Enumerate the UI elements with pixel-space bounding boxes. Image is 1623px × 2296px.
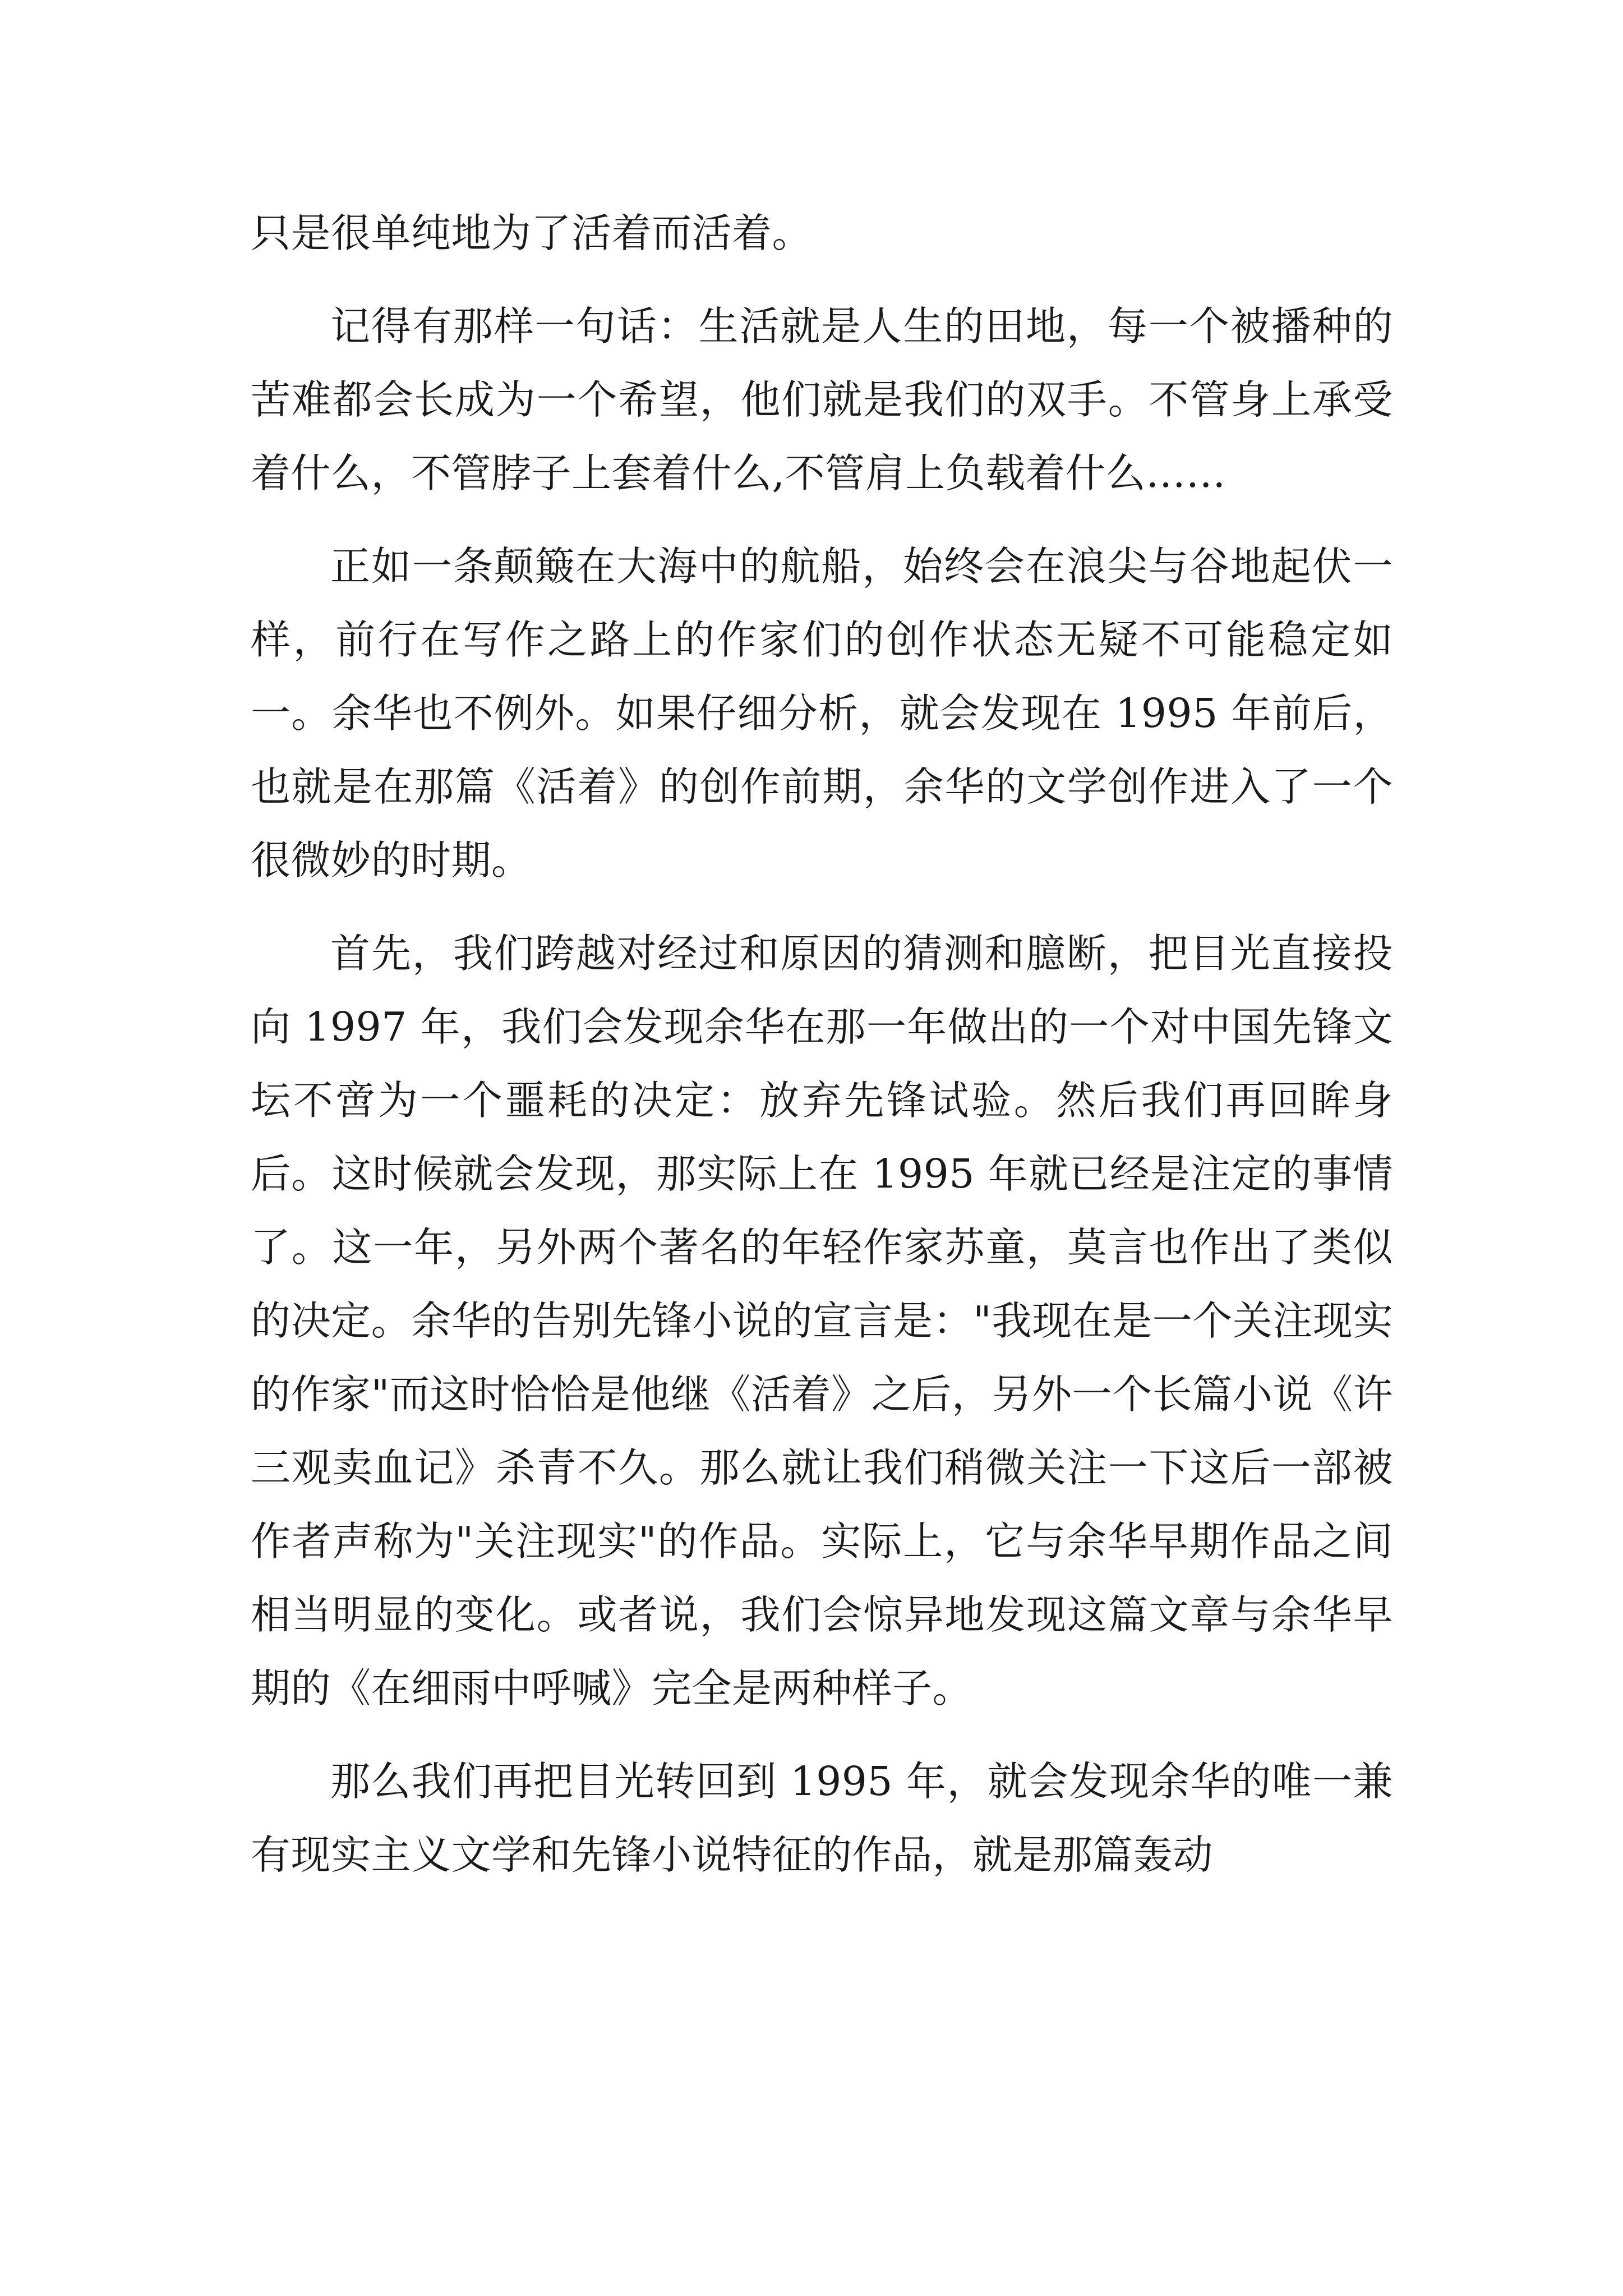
body-text <box>251 196 1393 1892</box>
paragraph-5: 那么我们再把目光转回到 1995 年，就会发现余华的唯一兼有现实主义文学和先锋小说特征的作品，就是那篇轰动 <box>251 1758 1393 1878</box>
paragraph-4: 首先，我们跨越对经过和原因的猜测和臆断，把目光直接投向 1997 年，我们会发现余华在那一年做出的一个对中国先锋文坛不啻为一个噩耗的决定：放弃先锋试验。然后我们再回眸身后。这时候就会发现，那实际上在 1995 年就已经是注定的事情了。这一年，另外两个著名的年轻作家苏童，莫言也作出了类似的决定。余华的告别先锋小说的宣言是："我现在是一个关注现实的作家"而这时恰恰是他继《活着》之后，另外一个长篇小说《许三观卖血记》杀青不久。那么就让我们稍微关注一下这后一部被作者声称为"关注现实"的作品。实际上，它与余华早期作品之间相当明显的变化。或者说，我们会惊异地发现这篇文章与余华早期的《在细雨中呼喊》完全是两种样子。 <box>251 930 1393 1711</box>
paragraph-3: 正如一条颠簸在大海中的航船，始终会在浪尖与谷地起伏一样，前行在写作之路上的作家们的创作状态无疑不可能稳定如一。余华也不例外。如果仔细分析，就会发现在 1995 年前后，也就是在那篇《活着》的创作前期，余华的文学创作进入了一个很微妙的时期。 <box>251 543 1393 884</box>
paragraph-2: 记得有那样一句话：生活就是人生的田地，每一个被播种的苦难都会长成为一个希望，他们就是我们的双手。不管身上承受着什么，不管脖子上套着什么,不管肩上负载着什么…… <box>251 303 1393 496</box>
paragraph-1: 只是很单纯地为了活着而活着。 <box>251 210 813 256</box>
